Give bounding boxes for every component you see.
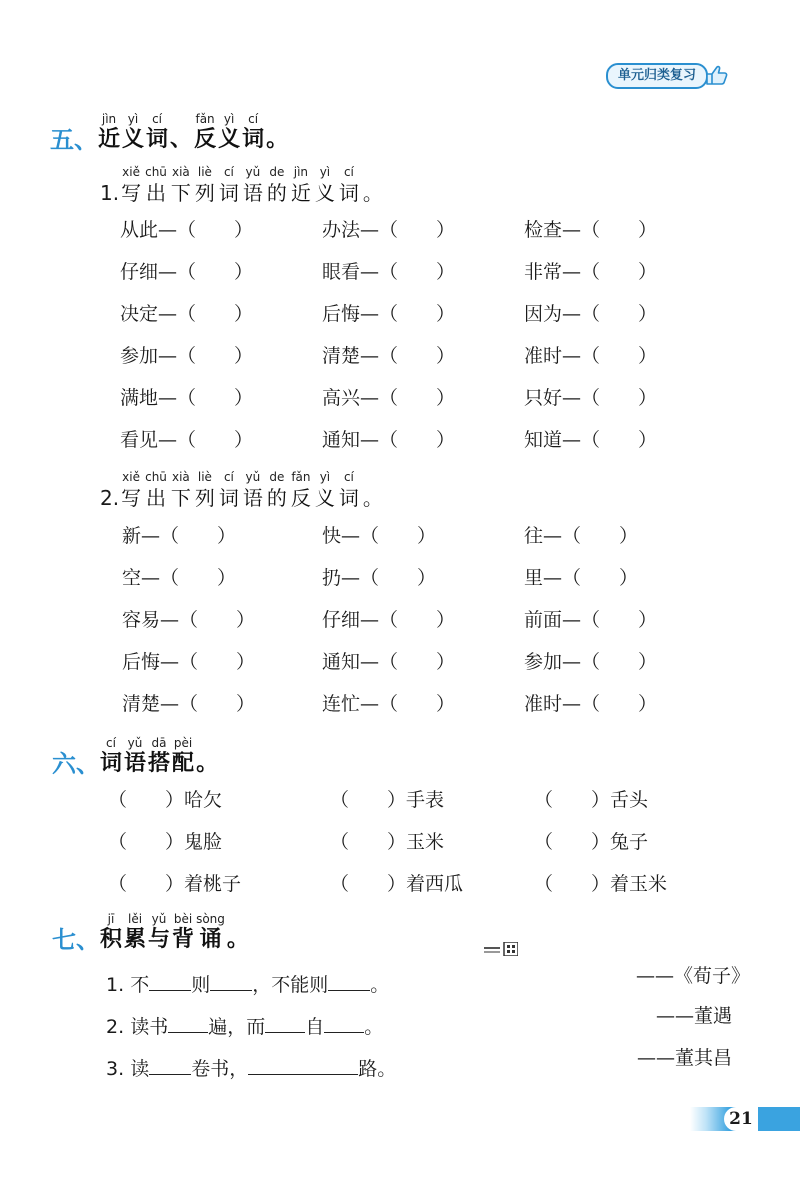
fill-blank[interactable] <box>324 1014 364 1033</box>
hanzi: 义 <box>122 127 145 152</box>
pinyin: jìn <box>101 112 117 126</box>
synonym-item[interactable]: 仔细—（ ） <box>120 261 254 283</box>
pinyin: liè <box>197 165 212 179</box>
synonym-item[interactable]: 非常—（ ） <box>524 261 658 283</box>
text: 。 <box>370 974 390 996</box>
section-5 <box>50 112 288 154</box>
hanzi: 。 <box>196 751 219 776</box>
text: 不 <box>130 974 150 996</box>
item-number: 3. <box>106 1058 125 1080</box>
ruby-char <box>267 165 287 207</box>
ruby-char <box>195 165 215 207</box>
antonym-item[interactable]: 空—（ ） <box>122 567 237 589</box>
antonym-item[interactable]: 清楚—（ ） <box>122 693 256 715</box>
section-6-title <box>100 736 218 778</box>
antonym-item[interactable]: 连忙—（ ） <box>322 693 456 715</box>
ruby-char <box>145 470 167 512</box>
ruby-char <box>266 112 288 154</box>
pinyin: de <box>269 470 285 484</box>
page-number: 21 <box>724 1107 758 1131</box>
text: 路。 <box>358 1058 397 1080</box>
section-5-part-1-heading <box>100 165 383 207</box>
hanzi: 词 <box>218 486 239 510</box>
hanzi: 背 <box>172 927 195 952</box>
hanzi: 词 <box>338 181 359 205</box>
section-6 <box>52 736 218 778</box>
pinyin: yì <box>127 112 139 126</box>
synonym-item[interactable]: 办法—（ ） <box>322 219 456 241</box>
fill-blank[interactable] <box>328 972 370 991</box>
ruby-char <box>339 165 359 207</box>
match-item[interactable]: （ ）着桃子 <box>108 873 242 895</box>
ruby-char <box>315 470 335 512</box>
hanzi: 反 <box>290 486 311 510</box>
pinyin: de <box>269 165 285 179</box>
synonym-item[interactable]: 后悔—（ ） <box>322 303 456 325</box>
section-5-number: 五、 <box>50 126 98 154</box>
pinyin: fǎn <box>291 470 311 484</box>
hanzi: 的 <box>266 181 287 205</box>
ruby-char <box>124 736 146 778</box>
antonym-item[interactable]: 新—（ ） <box>122 525 237 547</box>
antonym-item[interactable]: 参加—（ ） <box>524 651 658 673</box>
hanzi: 写 <box>121 181 142 205</box>
text: ，不能则 <box>252 974 329 996</box>
antonym-item[interactable]: 快—（ ） <box>322 525 437 547</box>
hanzi: 写 <box>121 486 142 510</box>
antonym-item[interactable]: 通知—（ ） <box>322 651 456 673</box>
pinyin: cí <box>152 112 162 126</box>
pinyin: jī <box>107 912 115 926</box>
section-7-number: 七、 <box>52 926 100 954</box>
hanzi: 下 <box>170 181 191 205</box>
hanzi: 列 <box>194 486 215 510</box>
ruby-char <box>219 470 239 512</box>
fill-blank[interactable] <box>149 1056 191 1075</box>
hanzi: 词 <box>218 181 239 205</box>
hanzi: 搭 <box>148 751 171 776</box>
match-item[interactable]: （ ）兔子 <box>534 831 649 853</box>
hanzi: 语 <box>242 181 263 205</box>
qr-code-icon <box>484 942 518 956</box>
part-1-title <box>121 165 383 207</box>
pinyin: yǔ <box>245 470 261 484</box>
synonym-item[interactable]: 检查—（ ） <box>524 219 658 241</box>
text: 读书 <box>130 1016 169 1038</box>
pinyin: yǔ <box>245 165 261 179</box>
pinyin: cí <box>343 165 354 179</box>
hanzi: 的 <box>266 486 287 510</box>
ruby-char <box>315 165 335 207</box>
synonym-item[interactable]: 知道—（ ） <box>524 429 658 451</box>
text: 。 <box>364 1016 384 1038</box>
hanzi: 词 <box>100 751 123 776</box>
pinyin: xiě <box>122 470 140 484</box>
hanzi: 与 <box>148 927 171 952</box>
pinyin: cí <box>223 165 234 179</box>
antonym-item[interactable]: 里—（ ） <box>524 567 639 589</box>
ruby-char <box>121 470 141 512</box>
text: 自 <box>305 1016 325 1038</box>
recitation-item-1 <box>106 972 389 997</box>
ruby-char <box>195 470 215 512</box>
synonym-item[interactable]: 看见—（ ） <box>120 429 254 451</box>
author-xunzi: ——《荀子》 <box>635 965 750 987</box>
item-number: 2. <box>106 1016 125 1038</box>
ruby-char <box>172 736 194 778</box>
ruby-char <box>339 470 359 512</box>
part-2-title <box>121 470 383 512</box>
hanzi: 。 <box>226 927 249 952</box>
antonym-item[interactable]: 后悔—（ ） <box>122 651 256 673</box>
text: 卷书， <box>191 1058 249 1080</box>
synonym-item[interactable]: 眼看—（ ） <box>322 261 456 283</box>
hanzi: 。 <box>266 127 289 152</box>
hanzi: 累 <box>124 927 147 952</box>
match-item[interactable]: （ ）鬼脸 <box>108 831 223 853</box>
hanzi: 词 <box>146 127 169 152</box>
author-dong-qichang: ——董其昌 <box>636 1047 732 1069</box>
hanzi: 义 <box>314 181 335 205</box>
match-item[interactable]: （ ）玉米 <box>330 831 445 853</box>
synonym-item[interactable]: 满地—（ ） <box>120 387 254 409</box>
hanzi: 下 <box>170 486 191 510</box>
pinyin: yì <box>223 112 235 126</box>
ruby-char <box>242 112 264 154</box>
antonym-item[interactable]: 扔—（ ） <box>322 567 437 589</box>
ruby-char <box>121 165 141 207</box>
ruby-char <box>194 112 216 154</box>
pinyin: bèi <box>173 912 193 926</box>
pinyin: cí <box>343 470 354 484</box>
pinyin: liè <box>197 470 212 484</box>
ruby-char <box>171 165 191 207</box>
pinyin: xiě <box>122 165 140 179</box>
hanzi: 近 <box>98 127 121 152</box>
antonym-item[interactable]: 前面—（ ） <box>524 609 658 631</box>
hanzi: 积 <box>100 927 123 952</box>
text: 读 <box>130 1058 150 1080</box>
ruby-char <box>219 165 239 207</box>
antonym-item[interactable]: 容易—（ ） <box>122 609 256 631</box>
antonym-item[interactable]: 往—（ ） <box>524 525 639 547</box>
ruby-char <box>146 112 168 154</box>
synonym-item[interactable]: 准时—（ ） <box>524 345 658 367</box>
unit-review-tag: 单元归类复习 <box>606 63 708 89</box>
fill-blank[interactable] <box>265 1014 305 1033</box>
pinyin: dā <box>151 736 167 750</box>
ruby-char <box>122 112 144 154</box>
ruby-char <box>148 736 170 778</box>
match-item[interactable]: （ ）着西瓜 <box>330 873 464 895</box>
hanzi: 。 <box>362 486 383 510</box>
pinyin: chū <box>145 165 167 179</box>
hanzi: 义 <box>218 127 241 152</box>
hanzi: 诵 <box>199 927 222 952</box>
pinyin: yì <box>319 165 331 179</box>
ruby-char <box>243 470 263 512</box>
ruby-char <box>363 470 383 512</box>
ruby-char <box>291 470 311 512</box>
ruby-char <box>148 912 170 954</box>
part-1-number: 1. <box>100 181 120 205</box>
ruby-char <box>124 912 146 954</box>
ruby-char <box>243 165 263 207</box>
match-item[interactable]: （ ）哈欠 <box>108 789 223 811</box>
synonym-item[interactable]: 通知—（ ） <box>322 429 456 451</box>
ruby-char <box>227 912 249 954</box>
section-7 <box>52 912 249 954</box>
ruby-char <box>171 470 191 512</box>
synonym-item[interactable]: 清楚—（ ） <box>322 345 456 367</box>
pinyin: lěi <box>127 912 143 926</box>
match-item[interactable]: （ ）手表 <box>330 789 445 811</box>
hanzi: 义 <box>314 486 335 510</box>
text: 遍，而 <box>208 1016 266 1038</box>
section-5-part-2-heading <box>100 470 383 512</box>
pinyin: yǔ <box>127 736 143 750</box>
antonym-item[interactable]: 仔细—（ ） <box>322 609 456 631</box>
part-2-number: 2. <box>100 486 120 510</box>
pinyin: sòng <box>196 912 225 926</box>
author-dong-yu: ——董遇 <box>655 1005 732 1027</box>
fill-blank[interactable] <box>168 1014 208 1033</box>
ruby-char <box>196 736 218 778</box>
match-item[interactable]: （ ）着玉米 <box>534 873 668 895</box>
ruby-char <box>218 112 240 154</box>
section-7-title <box>100 912 249 954</box>
hanzi: 词 <box>338 486 359 510</box>
hanzi: 出 <box>146 181 166 205</box>
hanzi: 语 <box>124 751 147 776</box>
pinyin: jìn <box>293 165 309 179</box>
hanzi: 语 <box>242 486 263 510</box>
hanzi: 近 <box>290 181 311 205</box>
hanzi: 。 <box>362 181 383 205</box>
pinyin: yì <box>319 470 331 484</box>
pinyin: xià <box>172 470 190 484</box>
pinyin: yǔ <box>151 912 167 926</box>
hanzi: 列 <box>194 181 215 205</box>
ruby-char <box>196 912 225 954</box>
ruby-char <box>145 165 167 207</box>
synonym-item[interactable]: 决定—（ ） <box>120 303 254 325</box>
ruby-char <box>100 736 122 778</box>
synonym-item[interactable]: 从此—（ ） <box>120 219 254 241</box>
synonym-item[interactable]: 只好—（ ） <box>524 387 658 409</box>
ruby-char <box>172 912 194 954</box>
ruby-char <box>170 112 192 154</box>
thumbs-up-icon <box>704 64 728 86</box>
section-6-number: 六、 <box>52 750 100 778</box>
fill-blank[interactable] <box>210 972 252 991</box>
synonym-item[interactable]: 因为—（ ） <box>524 303 658 325</box>
pinyin: fǎn <box>195 112 215 126</box>
hanzi: 反 <box>194 127 217 152</box>
pinyin: xià <box>172 165 190 179</box>
ruby-char <box>100 912 122 954</box>
synonym-item[interactable]: 参加—（ ） <box>120 345 254 367</box>
hanzi: 词 <box>242 127 265 152</box>
pinyin: chū <box>145 470 167 484</box>
item-number: 1. <box>106 974 125 996</box>
recitation-item-2 <box>106 1014 383 1039</box>
pinyin: pèi <box>173 736 193 750</box>
ruby-char <box>267 470 287 512</box>
ruby-char <box>363 165 383 207</box>
text: 则 <box>191 974 211 996</box>
hanzi: 、 <box>170 127 193 152</box>
synonym-item[interactable]: 高兴—（ ） <box>322 387 456 409</box>
fill-blank[interactable] <box>248 1056 358 1075</box>
ruby-char <box>98 112 120 154</box>
pinyin: cí <box>223 470 234 484</box>
recitation-item-3 <box>106 1056 396 1081</box>
ruby-char <box>291 165 311 207</box>
hanzi: 出 <box>146 486 166 510</box>
section-5-title <box>98 112 288 154</box>
pinyin: cí <box>248 112 259 126</box>
antonym-item[interactable]: 准时—（ ） <box>524 693 658 715</box>
pinyin: cí <box>106 736 116 750</box>
fill-blank[interactable] <box>149 972 191 991</box>
hanzi: 配 <box>172 751 195 776</box>
match-item[interactable]: （ ）舌头 <box>534 789 649 811</box>
